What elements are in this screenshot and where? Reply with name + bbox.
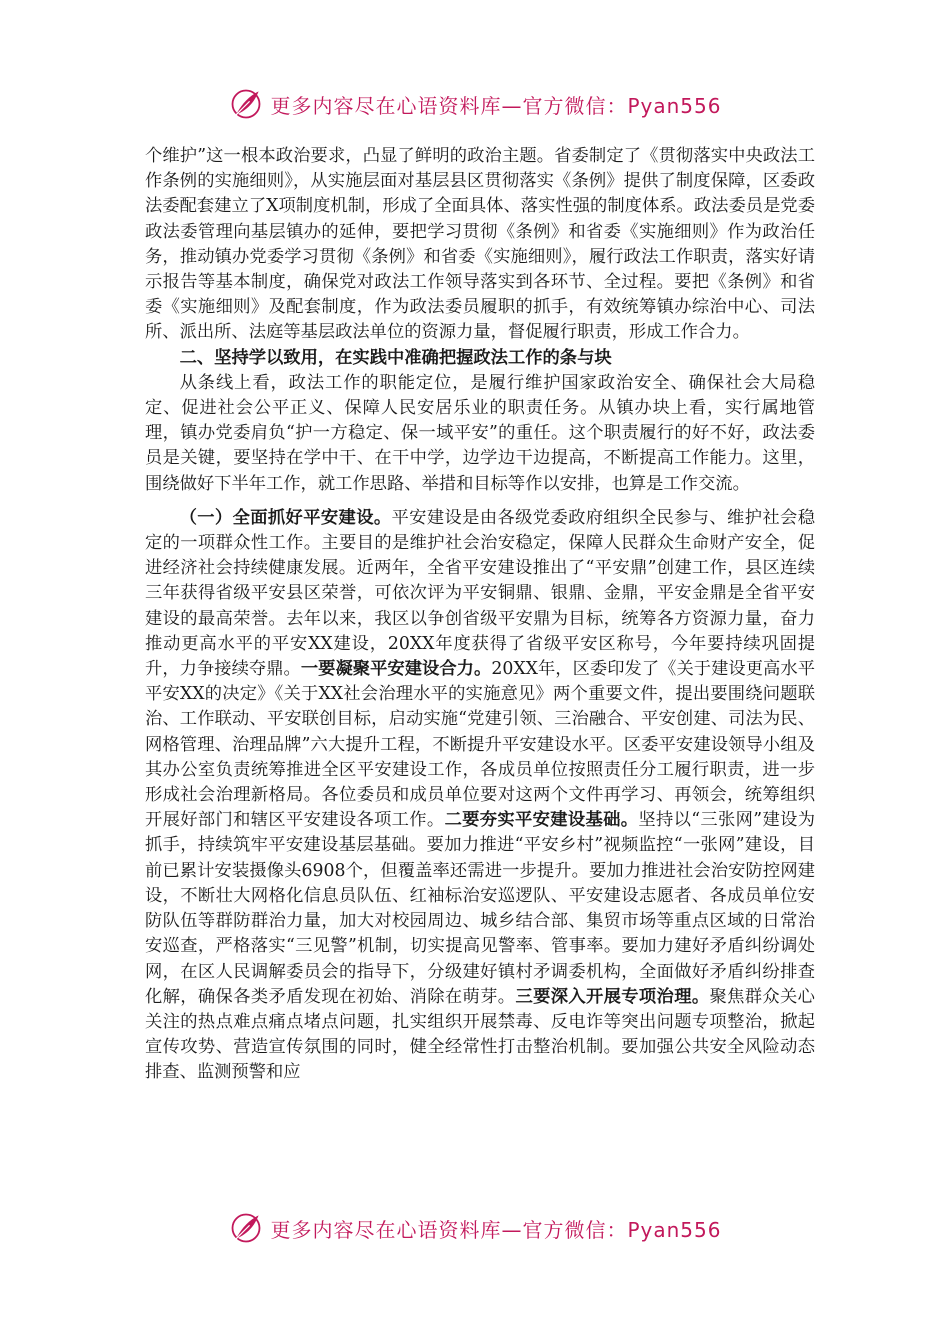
subheading-safety-construction: （一）全面抓好平安建设。 [179, 507, 392, 528]
paragraph-continuation: 个维护”这一根本政治要求，凸显了鲜明的政治主题。省委制定了《贯彻落实中央政法工作条例的实施细则》，从实施层面对基层县区贯彻落实《条例》提供了制度保障，区委政法委配套建立了X项制度机制，形成了全面具体、落实性强的制度体系。政法委员是党委政法委管理向基层镇办的延伸，要把学习贯彻《条例》和省委《实施细则》作为政治任务，推动镇办党委学习贯彻《条例》和省委《实施细则》，履行政法工作职责，落实好请示报告等基本制度，确保党对政法工作领导落实到各环节、全过程。要把《条例》和省委《实施细则》及配套制度，作为政法委员履职的抓手，有效统筹镇办综治中心、司法所、派出所、法庭等基层政法单位的资源力量，督促履行职责，形成工作合力。 [145, 146, 815, 343]
point-two-text: 坚持以“三张网”建设为抓手，持续筑牢平安建设基层基础。要加力推进“平安乡村”视频监控“一张网”建设，目前已累计安装摄像头6908个，但覆盖率还需进一步提升。要加力推进社会治安防控网建设，不断壮大网格化信息员队伍、红袖标治安巡逻队、平安建设志愿者、各成员单位安防队伍等群防群治力量，加大对校园周边、城乡结合部、集贸市场等重点区域的日常治安巡查，严格落实“三见警”机制，切实提高见警率、管事率。要加力建好矛盾纠纷调处网，在区人民调解委员会的指导下，分级建好镇村矛调委机构，全面做好矛盾纠纷排查化解，确保各类矛盾发现在初始、消除在萌芽。 [145, 810, 815, 1007]
point-one-text: 20XX年，区委印发了《关于建设更高水平平安XX的决定》《关于XX社会治理水平的实施意见》两个重要文件，提出要围绕问题联治、工作联动、平安联创目标，启动实施“党建引领、三治融合、平安创建、司法为民、网格管理、治理品牌”六大提升工程，不断提升平安建设水平。区委平安建设领导小组及其办公室负责统筹推进全区平安建设工作，各成员单位按照责任分工履行职责，进一步形成社会治理新格局。各位委员和成员单位要对这两个文件再学习、再领会，统筹组织开展好部门和辖区平安建设各项工作。 [145, 659, 815, 831]
watermark-text: 更多内容尽在心语资料库—官方微信：Pyan556 [270, 1217, 722, 1242]
section-heading-2: 二、坚持学以致用，在实践中准确把握政法工作的条与块 [179, 347, 612, 368]
point-three-text: 聚焦群众关心关注的热点难点痛点堵点问题，扎实组织开展禁毒、反电诈等突出问题专项整治，掀起宣传攻势、营造宣传氛围的同时，健全经常性打击整治机制。要加强公共安全风险动态排查、监测预警和应 [145, 986, 815, 1083]
point-two-heading: 二要夯实平安建设基础。 [444, 810, 639, 831]
point-one-heading: 一要凝聚平安建设合力。 [300, 659, 492, 680]
footer-watermark [0, 1208, 950, 1248]
header-watermark [0, 84, 950, 124]
paragraph-tiao-kuai: 从条线上看，政法工作的职能定位，是履行维护国家政治安全、确保社会大局稳定、促进社会公平正义、保障人民安居乐业的职责任务。从镇办块上看，实行属地管理，镇办党委肩负“护一方稳定、保一域平安”的重任。这个职责履行的好不好，政法委员是关键，要坚持在学中干、在干中学，边学边干边提高，不断提高工作能力。这里，围绕做好下半年工作，就工作思路、举措和目标等作以安排，也算是工作交流。 [145, 372, 815, 494]
watermark-text: 更多内容尽在心语资料库—官方微信：Pyan556 [270, 93, 722, 118]
feather-pen-logo-icon [228, 1210, 264, 1246]
paragraph-safety-construction [145, 506, 815, 1086]
point-three-heading: 三要深入开展专项治理。 [515, 986, 710, 1007]
feather-pen-logo-icon [228, 86, 264, 122]
document-body [145, 144, 815, 1086]
text-safety-intro: 平安建设是由各级党委政府组织全民参与、维护社会稳定的一项群众性工作。主要目的是维护社会治安稳定，保障人民群众生命财产安全，促进经济社会持续健康发展。近两年，全省平安建设推出了“平安鼎”创建工作，县区连续三年获得省级平安县区荣誉，可依次评为平安铜鼎、银鼎、金鼎，平安金鼎是全省平安建设的最高荣誉。去年以来，我区以争创省级平安鼎为目标，统筹各方资源力量，奋力推动更高水平的平安XX建设，20XX年度获得了省级平安区称号，今年要持续巩固提升，力争接续夺鼎。 [145, 507, 815, 680]
